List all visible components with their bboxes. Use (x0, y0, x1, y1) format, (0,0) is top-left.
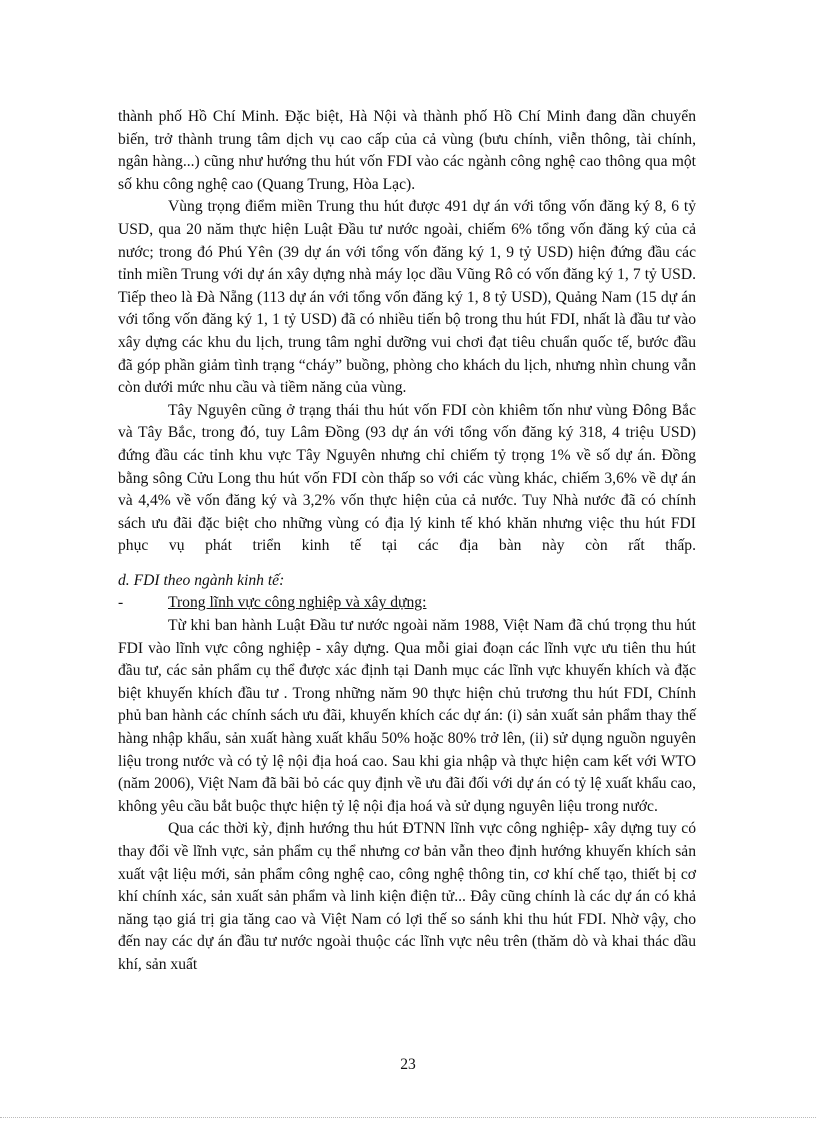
page-content (118, 106, 696, 977)
paragraph-industry-orientation: Qua các thời kỳ, định hướng thu hút ĐTNN lĩnh vực công nghiệp- xây dựng tuy có thay đổi về lĩnh vực, sản phẩm cụ thể nhưng cơ bản vẫn theo định hướng khuyến khích sản xuất vật liệu mới, sản phẩm công nghệ cao, công nghệ thông tin, cơ khí chế tạo, thiết bị cơ khí chính xác, sản xuất sản phẩm và linh kiện điện tử... Đây cũng chính là các dự án có khả năng tạo giá trị gia tăng cao và Việt Nam có lợi thế so sánh khi thu hút FDI. Nhờ vậy, cho đến nay các dự án đầu tư nước ngoài thuộc các lĩnh vực nêu trên (thăm dò và khai thác dầu khí, sản xuất (118, 820, 696, 973)
paragraph-hcm-continuation: thành phố Hồ Chí Minh. Đặc biệt, Hà Nội và thành phố Hồ Chí Minh đang dần chuyển biến, trở thành trung tâm dịch vụ cao cấp của cả vùng (bưu chính, viễn thông, tài chính, ngân hàng...) cũng như hướng thu hút vốn FDI vào các ngành công nghệ cao thông qua một số khu công nghệ cao (Quang Trung, Hòa Lạc). (118, 108, 696, 193)
page-bottom-divider (0, 1117, 816, 1118)
paragraph-central-region: Vùng trọng điểm miền Trung thu hút được 491 dự án với tổng vốn đăng ký 8, 6 tỷ USD, qua 20 năm thực hiện Luật Đầu tư nước ngoài, chiếm 6% tổng vốn đăng ký của cả nước; trong đó Phú Yên (39 dự án với tổng vốn đăng ký 1, 9 tỷ USD) hiện đứng đầu các tỉnh miền Trung với dự án xây dựng nhà máy lọc dầu Vũng Rô có vốn đăng ký 1, 7 tỷ USD. Tiếp theo là Đà Nẵng (113 dự án với tổng vốn đăng ký 1, 8 tỷ USD), Quảng Nam (15 dự án với tổng vốn đăng ký 1, 1 tỷ USD) đã có nhiều tiến bộ trong thu hút FDI, nhất là đầu tư vào xây dựng các khu du lịch, trung tâm nghỉ dưỡng vui chơi đạt tiêu chuẩn quốc tế, bước đầu đã góp phần giảm tình trạng “cháy” buồng, phòng cho khách du lịch, nhưng nhìn chung vẫn còn dưới mức nhu cầu và tiềm năng của vùng. (118, 198, 696, 397)
page-number: 23 (400, 1056, 416, 1073)
section-heading: d. FDI theo ngành kinh tế: (118, 571, 285, 589)
section-spacer (118, 558, 696, 570)
paragraph-industry-policy: Từ khi ban hành Luật Đầu tư nước ngoài năm 1988, Việt Nam đã chú trọng thu hút FDI vào lĩnh vực công nghiệp - xây dựng. Qua mỗi giai đoạn các lĩnh vực ưu tiên thu hút đầu tư, các sản phẩm cụ thể được xác định tại Danh mục các lĩnh vực khuyến khích và đặc biệt khuyến khích đầu tư . Trong những năm 90 thực hiện chủ trương thu hút FDI, Chính phủ ban hành các chính sách ưu đãi, khuyến khích các dự án: (i) sản xuất sản phẩm thay thế hàng nhập khẩu, sản xuất hàng xuất khẩu 50% hoặc 80% trở lên, (ii) sử dụng nguồn nguyên liệu trong nước và có tỷ lệ nội địa hoá cao. Sau khi gia nhập và thực hiện cam kết với WTO (năm 2006), Việt Nam đã bãi bỏ các quy định về ưu đãi đối với dự án có tỷ lệ xuất khẩu cao, không yêu cầu bắt buộc thực hiện tỷ lệ nội địa hoá và sử dụng nguyên liệu trong nước. (118, 617, 696, 815)
bullet-dash: - (118, 594, 124, 612)
bullet-text: Trong lĩnh vực công nghiệp và xây dựng: (168, 594, 427, 612)
paragraph-central-highlands: Tây Nguyên cũng ở trạng thái thu hút vốn FDI còn khiêm tốn như vùng Đông Bắc và Tây Bắc, trong đó, tuy Lâm Đồng (93 dự án với tổng vốn đăng ký 318, 4 triệu USD) đứng đầu các tỉnh khu vực Tây Nguyên nhưng chỉ chiếm tỷ trọng 1% về số dự án. Đồng bằng sông Cửu Long thu hút vốn FDI còn thấp so với các vùng khác, chiếm 3,6% về dự án và 4,4% về vốn đăng ký và 3,2% vốn thực hiện của cả nước. Tuy Nhà nước đã có chính sách ưu đãi đặc biệt cho những vùng có địa lý kinh tế khó khăn nhưng việc thu hút FDI phục vụ phát triển kinh tế tại các địa bàn này còn rất thấp. (118, 401, 696, 555)
bullet-item (118, 592, 696, 615)
